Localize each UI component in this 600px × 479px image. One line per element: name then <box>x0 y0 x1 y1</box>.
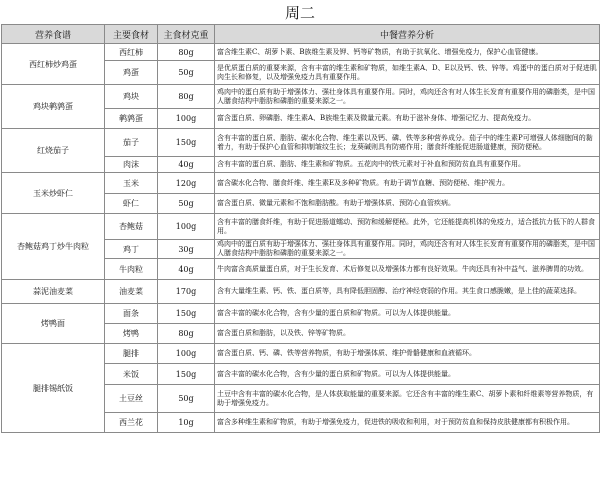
ingredient-name: 牛肉粒 <box>105 259 158 280</box>
dish-name: 西红柿炒鸡蛋 <box>2 44 105 85</box>
ingredient-weight: 100g <box>158 344 215 364</box>
table-row <box>2 85 600 109</box>
page-title: 周二 <box>284 4 315 22</box>
nutrition-analysis: 鸡肉中的蛋白质有助于增强体力、强壮身体具有重要作用。同时，鸡肉还含有对人体生长发育有重要作用的磷脂类，是中国人膳食结构中脂肪和磷脂的重要来源之一。 <box>215 240 600 259</box>
col-header-analysis: 中餐营养分析 <box>215 25 600 44</box>
table-row <box>2 344 600 364</box>
nutrition-analysis: 富含蛋白质、钙、磷、铁等营养物质，有助于增强体质、维护骨骼健康和血液循环。 <box>215 344 600 364</box>
ingredient-name: 油麦菜 <box>105 280 158 304</box>
table-row <box>2 129 600 157</box>
ingredient-name: 虾仁 <box>105 194 158 214</box>
ingredient-name: 西兰花 <box>105 413 158 433</box>
ingredient-weight: 150g <box>158 364 215 385</box>
nutrition-analysis: 鸡肉中的蛋白质有助于增强体力、强壮身体具有重要作用。同时，鸡肉还含有对人体生长发育有重要作用的磷脂类，是中国人膳食结构中脂肪和磷脂的重要来源之一。 <box>215 85 600 109</box>
table-row <box>2 214 600 240</box>
nutrition-analysis: 含有丰富的蛋白质、脂肪、维生素和矿物质。五花肉中的铁元素对于补血和预防贫血具有重要作用。 <box>215 157 600 173</box>
ingredient-weight: 50g <box>158 61 215 85</box>
ingredient-name: 米饭 <box>105 364 158 385</box>
nutrition-analysis: 富含碳水化合物、膳食纤维、维生素E及多种矿物质。有助于调节血糖、预防便秘、维护视力。 <box>215 173 600 194</box>
ingredient-name: 鸡丁 <box>105 240 158 259</box>
ingredient-weight: 100g <box>158 214 215 240</box>
ingredient-name: 茄子 <box>105 129 158 157</box>
nutrition-analysis: 富含蛋白质、卵磷脂、维生素A、B族维生素及微量元素。有助于滋补身体、增强记忆力、提高免疫力。 <box>215 109 600 129</box>
ingredient-weight: 100g <box>158 109 215 129</box>
ingredient-weight: 150g <box>158 129 215 157</box>
col-header-weight: 主食材克重 <box>158 25 215 44</box>
ingredient-name: 鹌鹑蛋 <box>105 109 158 129</box>
ingredient-weight: 80g <box>158 44 215 61</box>
ingredient-name: 肉沫 <box>105 157 158 173</box>
table-row <box>2 173 600 194</box>
ingredient-weight: 50g <box>158 385 215 413</box>
table-row <box>2 280 600 304</box>
ingredient-weight: 80g <box>158 324 215 344</box>
header-row <box>2 25 600 44</box>
table-row <box>2 304 600 324</box>
nutrition-analysis: 富含维生素C、胡萝卜素、B族维生素及钾、钙等矿物质，有助于抗氧化、增强免疫力，保护心血管健康。 <box>215 44 600 61</box>
dish-name: 杏鲍菇鸡丁炒牛肉粒 <box>2 214 105 280</box>
dish-name: 鸡块鹌鹑蛋 <box>2 85 105 129</box>
ingredient-weight: 40g <box>158 259 215 280</box>
ingredient-weight: 40g <box>158 157 215 173</box>
nutrition-analysis: 富含多种维生素和矿物质，有助于增强免疫力，促进铁的吸收和利用，对于预防贫血和保持皮肤健康都有积极作用。 <box>215 413 600 433</box>
nutrition-analysis: 富含蛋白质和脂肪，以及铁、锌等矿物质。 <box>215 324 600 344</box>
dish-name: 红烧茄子 <box>2 129 105 173</box>
ingredient-weight: 170g <box>158 280 215 304</box>
nutrition-analysis: 含有丰富的膳食纤维，有助于促进肠道蠕动、预防和缓解便秘。此外，它还能提高机体的免疫力，适合抵抗力低下的人群食用。 <box>215 214 600 240</box>
nutrition-analysis: 富含丰富的碳水化合物，含有少量的蛋白质和矿物质。可以为人体提供能量。 <box>215 364 600 385</box>
dish-name: 烤鸭面 <box>2 304 105 344</box>
nutrition-analysis: 富含蛋白质、微量元素和不饱和脂肪酸。有助于增强体质、预防心血管疾病。 <box>215 194 600 214</box>
ingredient-weight: 50g <box>158 194 215 214</box>
dish-name: 蒜泥油麦菜 <box>2 280 105 304</box>
ingredient-weight: 30g <box>158 240 215 259</box>
dish-name: 玉米炒虾仁 <box>2 173 105 214</box>
ingredient-name: 面条 <box>105 304 158 324</box>
ingredient-name: 鸡蛋 <box>105 61 158 85</box>
ingredient-weight: 120g <box>158 173 215 194</box>
nutrition-analysis: 含有丰富的蛋白质、脂肪、碳水化合物、维生素以及钙、磷、铁等多种营养成分。茄子中的维生素P可增强人体细胞间的黏着力，有助于保护心血管和抑制皱纹生长；龙葵碱则具有防癌作用；膳食纤维能促进肠道健康，预防便秘。 <box>215 129 600 157</box>
nutrition-analysis: 牛肉富含高质量蛋白质，对于生长发育、术后修复以及增强体力都有良好效果。牛肉还具有补中益气、滋养脾胃的功效。 <box>215 259 600 280</box>
ingredient-name: 西红柿 <box>105 44 158 61</box>
nutrition-analysis: 含有大量维生素、钙、铁、蛋白质等，具有降低胆固醇、治疗神经衰弱的作用。其生食口感脆嫩，是上佳的蔬菜选择。 <box>215 280 600 304</box>
ingredient-name: 烤鸭 <box>105 324 158 344</box>
col-header-ingredient: 主要食材 <box>105 25 158 44</box>
table-row <box>2 44 600 61</box>
ingredient-name: 玉米 <box>105 173 158 194</box>
nutrition-analysis: 土豆中含有丰富的碳水化合物，是人体获取能量的重要来源。它还含有丰富的维生素C、胡萝卜素和纤维素等营养物质，有助于增强免疫力。 <box>215 385 600 413</box>
ingredient-weight: 10g <box>158 413 215 433</box>
nutrition-analysis: 是优质蛋白质的重要来源，含有丰富的维生素和矿物质，如维生素A、D、E以及钙、铁、锌等。鸡蛋中的蛋白质对于促进肌肉生长和修复，以及增强免疫力具有重要作用。 <box>215 61 600 85</box>
ingredient-name: 土豆丝 <box>105 385 158 413</box>
nutrition-analysis: 富含丰富的碳水化合物，含有少量的蛋白质和矿物质。可以为人体提供能量。 <box>215 304 600 324</box>
ingredient-name: 杏鲍菇 <box>105 214 158 240</box>
ingredient-weight: 80g <box>158 85 215 109</box>
ingredient-name: 腿排 <box>105 344 158 364</box>
col-header-recipe: 营养食谱 <box>2 25 105 44</box>
nutrition-table <box>1 24 600 433</box>
ingredient-weight: 150g <box>158 304 215 324</box>
table-body <box>2 44 600 433</box>
dish-name: 腿排锡纸饭 <box>2 344 105 433</box>
ingredient-name: 鸡块 <box>105 85 158 109</box>
